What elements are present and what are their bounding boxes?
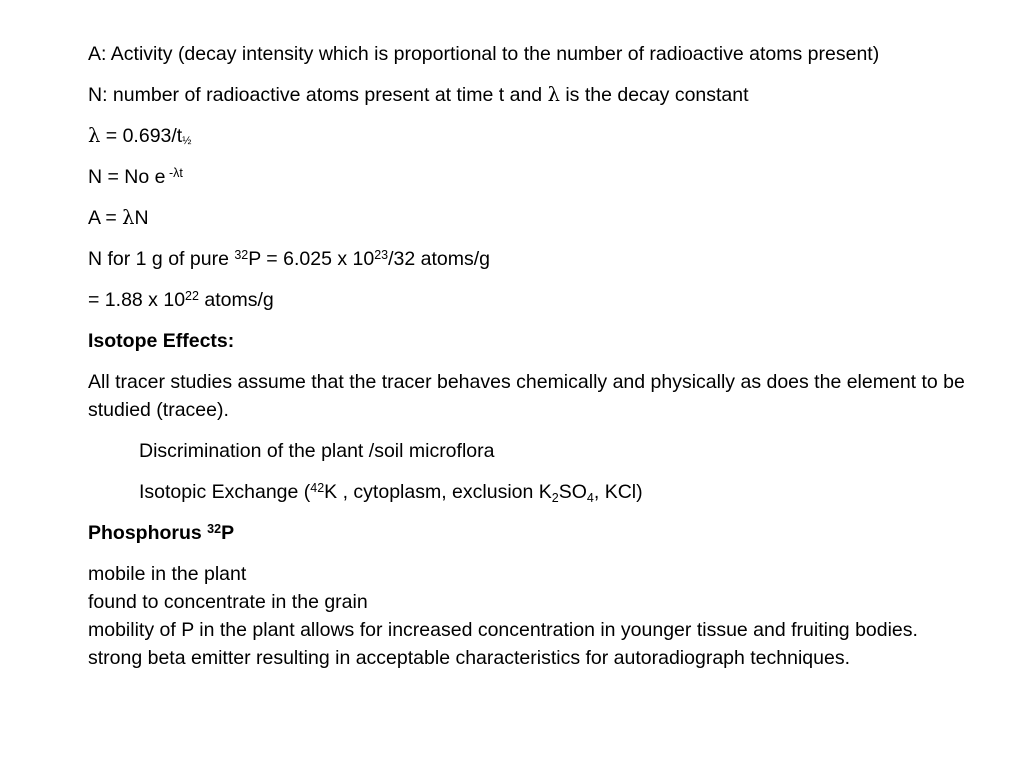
mass-number: 32 (207, 521, 222, 536)
equation-decay-law (88, 163, 988, 191)
n-definition-text-b: is the decay constant (559, 84, 749, 106)
subscript: 4 (586, 490, 594, 505)
isotope-effects-heading: Isotope Effects: (88, 330, 235, 352)
lambda-symbol: λ (88, 124, 101, 147)
heading-text: P (221, 522, 235, 544)
list-item: mobile in the plant (88, 563, 247, 585)
equation-decay-constant (88, 122, 988, 150)
text: N for 1 g of pure (88, 248, 235, 270)
n-definition (88, 81, 988, 109)
equation-text: N = No e (88, 166, 166, 188)
list-item: mobility of P in the plant allows for increased concentration in younger tissue and fruiting bodies. (88, 619, 918, 641)
text: = 1.88 x 10 (88, 289, 186, 311)
tracer-paragraph: All tracer studies assume that the tracer behaves chemically and physically as does the element to be studied (tracee). (88, 371, 965, 421)
lambda-symbol: λ (122, 206, 135, 229)
exponent: 22 (185, 288, 199, 303)
text: P = 6.025 x 10 (248, 248, 375, 270)
heading-text: Phosphorus (88, 522, 208, 544)
exponent: -λt (165, 165, 183, 180)
equation-text: N (134, 207, 149, 229)
list-item: found to concentrate in the grain (88, 591, 368, 613)
equation-activity (88, 204, 988, 232)
isotopic-exchange-item (88, 478, 988, 506)
atoms-per-gram-line (88, 245, 988, 273)
half-subscript: ½ (182, 135, 192, 148)
text: , KCl) (593, 481, 643, 503)
equation-text: A = (88, 207, 123, 229)
slide-body (88, 40, 988, 672)
atoms-per-gram-result (88, 286, 988, 314)
mass-number: 32 (234, 247, 249, 262)
text: Isotopic Exchange ( (139, 481, 311, 503)
activity-definition: A: Activity (decay intensity which is proportional to the number of radioactive atoms present) (88, 43, 880, 65)
text: atoms/g (198, 289, 274, 311)
list-item: strong beta emitter resulting in acceptable characteristics for autoradiograph techniques. (88, 647, 851, 669)
text: /32 atoms/g (388, 248, 490, 270)
text: SO (558, 481, 587, 503)
text: K , cytoplasm, exclusion K (324, 481, 552, 503)
n-definition-text-a: N: number of radioactive atoms present at time t and (88, 84, 548, 106)
subscript: 2 (551, 490, 559, 505)
mass-number: 42 (310, 480, 325, 495)
lambda-symbol: λ (547, 83, 560, 106)
exponent: 23 (374, 247, 389, 262)
phosphorus-list (88, 560, 988, 672)
equation-text: = 0.693/t (100, 125, 183, 147)
discrimination-item: Discrimination of the plant /soil microflora (139, 440, 495, 462)
phosphorus-heading (88, 519, 988, 547)
